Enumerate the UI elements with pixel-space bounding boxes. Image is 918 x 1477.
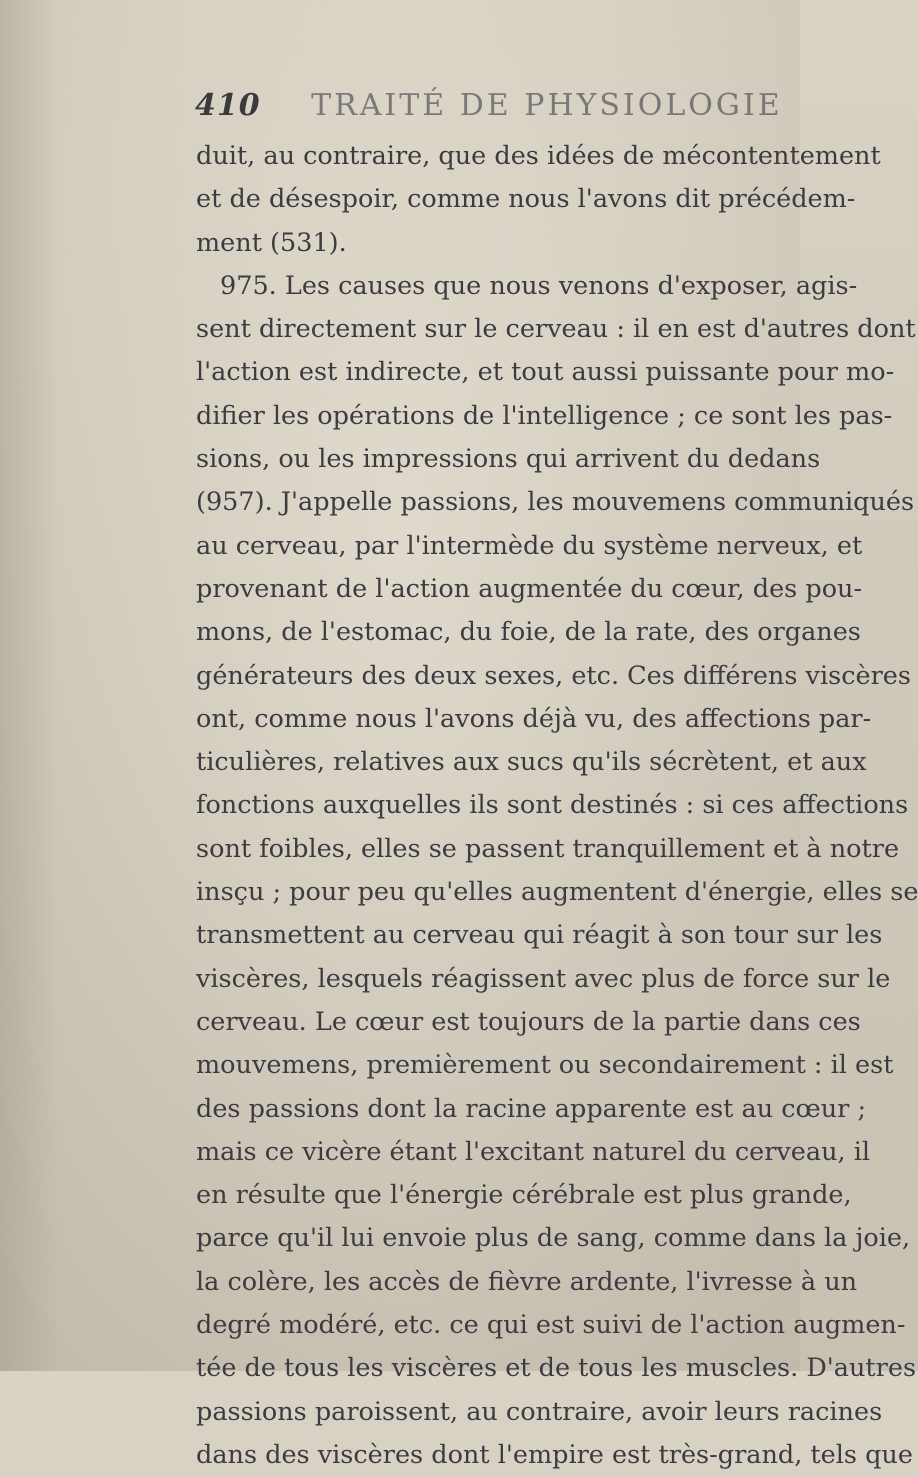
text-line: sont foibles, elles se passent tranquillement et à notre [196,833,900,864]
text-line: insçu ; pour peu qu'elles augmentent d'énergie, elles se [196,877,918,908]
text-line: dans des viscères dont l'empire est très-grand, tels que [196,1439,913,1470]
text-line: des passions dont la racine apparente est au cœur ; [196,1093,867,1124]
running-title: TRAITÉ DE PHYSIOLOGIE [311,88,783,123]
text-line: ment (531). [196,227,347,258]
text-line: sions, ou les impressions qui arrivent du dedans [196,444,821,475]
text-line: provenant de l'action augmentée du cœur, des pou- [196,573,863,604]
text-line: mouvemens, premièrement ou secondairement : il est [196,1050,894,1081]
text-line: ticulières, relatives aux sucs qu'ils sécrètent, et aux [196,747,867,778]
text-line: sent directement sur le cerveau : il en est d'autres dont [196,314,916,345]
text-line: parce qu'il lui envoie plus de sang, comme dans la joie, [196,1223,911,1254]
page-edge-shadow [0,0,60,1371]
text-line: viscères, lesquels réagissent avec plus de force sur le [196,963,891,994]
text-line: difier les opérations de l'intelligence ; ce sont les pas- [196,400,893,431]
body-text [196,135,918,1477]
text-line: l'action est indirecte, et tout aussi puissante pour mo- [196,357,895,388]
text-line: mais ce vicère étant l'excitant naturel du cerveau, il [196,1136,871,1167]
text-line: cerveau. Le cœur est toujours de la partie dans ces [196,1006,861,1037]
paragraph-start-line: 975. Les causes que nous venons d'exposer, agis- [220,270,858,301]
page-header [195,88,783,123]
text-line: (957). J'appelle passions, les mouvemens communiqués [196,487,915,518]
text-line: transmettent au cerveau qui réagit à son tour sur les [196,920,883,951]
text-line: la colère, les accès de fièvre ardente, l'ivresse à un [196,1266,858,1297]
text-line: passions paroissent, au contraire, avoir leurs racines [196,1396,883,1427]
text-line: mons, de l'estomac, du foie, de la rate, des organes [196,617,861,648]
text-line: en résulte que l'énergie cérébrale est plus grande, [196,1180,852,1211]
text-line: fonctions auxquelles ils sont destinés : si ces affections [196,790,909,821]
text-line: tée de tous les viscères et de tous les muscles. D'autres [196,1353,917,1384]
text-line: duit, au contraire, que des idées de mécontentement [196,141,881,171]
page-number: 410 [195,88,261,123]
text-line: ont, comme nous l'avons déjà vu, des affections par- [196,703,872,734]
text-line: degré modéré, etc. ce qui est suivi de l'action augmen- [196,1310,906,1341]
text-line: et de désespoir, comme nous l'avons dit précédem- [196,184,856,215]
text-line: générateurs des deux sexes, etc. Ces différens viscères [196,660,911,691]
text-line: au cerveau, par l'intermède du système nerveux, et [196,530,863,561]
